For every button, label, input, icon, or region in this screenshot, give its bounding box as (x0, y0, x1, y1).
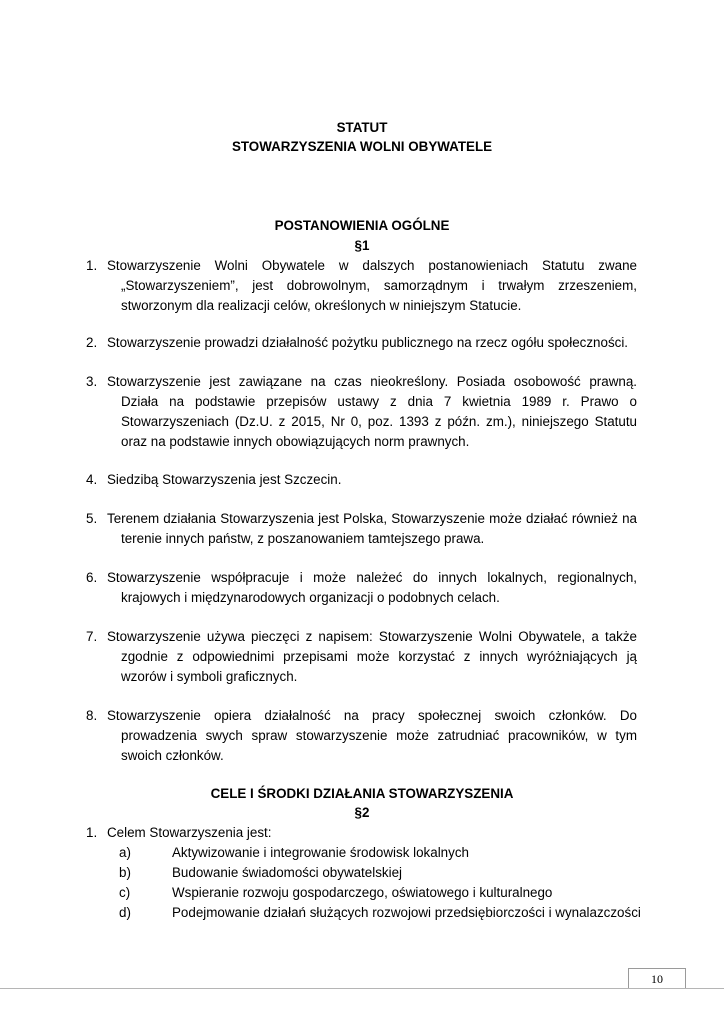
document-title: STATUT (336, 120, 388, 135)
sub-item-text: Wspieranie rozwoju gospodarczego, oświatowego i kulturalnego (172, 885, 553, 900)
page-number: 10 (628, 968, 686, 989)
list-item (86, 509, 637, 549)
item-text: Stowarzyszenie współpracuje i może należeć do innych lokalnych, regionalnych, krajowych i międzynarodowych organizacji o podobnych celach. (107, 570, 637, 605)
section1-heading: POSTANOWIENIA OGÓLNE (274, 218, 450, 233)
item-text: Terenem działania Stowarzyszenia jest Polska, Stowarzyszenie może działać również na terenie innych państw, z poszanowaniem tamtejszego prawa. (107, 511, 637, 546)
list-item (86, 470, 637, 490)
list-item (86, 256, 637, 316)
sub-item-label: a) (119, 845, 131, 860)
item-number: 8. (86, 708, 98, 723)
list-item (86, 823, 637, 843)
item-number: 7. (86, 629, 98, 644)
item-text: Celem Stowarzyszenia jest: (107, 825, 272, 840)
sub-item-label: d) (119, 905, 131, 920)
item-number: 1. (86, 258, 98, 273)
list-item (86, 333, 637, 353)
item-text: Siedzibą Stowarzyszenia jest Szczecin. (107, 472, 342, 487)
item-text: Stowarzyszenie Wolni Obywatele w dalszych postanowieniach Statutu zwane „Stowarzyszeniem”, jest dobrowolnym, samorządnym i trwałym zrzeszeniem, stworzonym dla realizacji celów, określonych w niniejszym Statucie. (107, 258, 637, 313)
section2-heading: CELE I ŚRODKI DZIAŁANIA STOWARZYSZENIA (210, 786, 514, 801)
item-text: Stowarzyszenie używa pieczęci z napisem: Stowarzyszenie Wolni Obywatele, a także zgodnie z odpowiednimi przepisami może korzystać z innych wyróżniających ją wzorów i symboli graficznych. (107, 629, 637, 684)
document-subtitle: STOWARZYSZENIA WOLNI OBYWATELE (231, 139, 493, 154)
section2-paragraph-mark: §2 (354, 805, 370, 820)
sub-item-label: b) (119, 865, 131, 880)
item-number: 3. (86, 374, 98, 389)
sub-item-text: Aktywizowanie i integrowanie środowisk lokalnych (172, 845, 469, 860)
footer-divider (0, 988, 724, 989)
item-number: 5. (86, 511, 98, 526)
item-number: 6. (86, 570, 98, 585)
sub-item-text: Budowanie świadomości obywatelskiej (172, 865, 402, 880)
list-item (86, 372, 637, 452)
sub-item-text: Podejmowanie działań służących rozwojowi przedsiębiorczości i wynalazczości (172, 905, 641, 920)
item-text: Stowarzyszenie prowadzi działalność pożytku publicznego na rzecz ogółu społeczności. (107, 335, 629, 350)
item-text: Stowarzyszenie opiera działalność na pracy społecznej swoich członków. Do prowadzenia swych spraw stowarzyszenie może zatrudniać pracowników, w tym swoich członków. (107, 708, 637, 763)
sub-item-label: c) (119, 885, 131, 900)
item-text: Stowarzyszenie jest zawiązane na czas nieokreślony. Posiada osobowość prawną. Działa na podstawie przepisów ustawy z dnia 7 kwietnia 1989 r. Prawo o Stowarzyszeniach (Dz.U. z 2015, Nr 0, poz. 1393 z późn. zm.), niniejszego Statutu oraz na podstawie innych obowiązujących norm prawnych. (107, 374, 637, 449)
list-item (86, 568, 637, 608)
item-number: 4. (86, 472, 98, 487)
item-number: 1. (86, 825, 98, 840)
section1-paragraph-mark: §1 (354, 238, 370, 253)
item-number: 2. (86, 335, 98, 350)
list-item (86, 706, 637, 766)
list-item (86, 627, 637, 687)
